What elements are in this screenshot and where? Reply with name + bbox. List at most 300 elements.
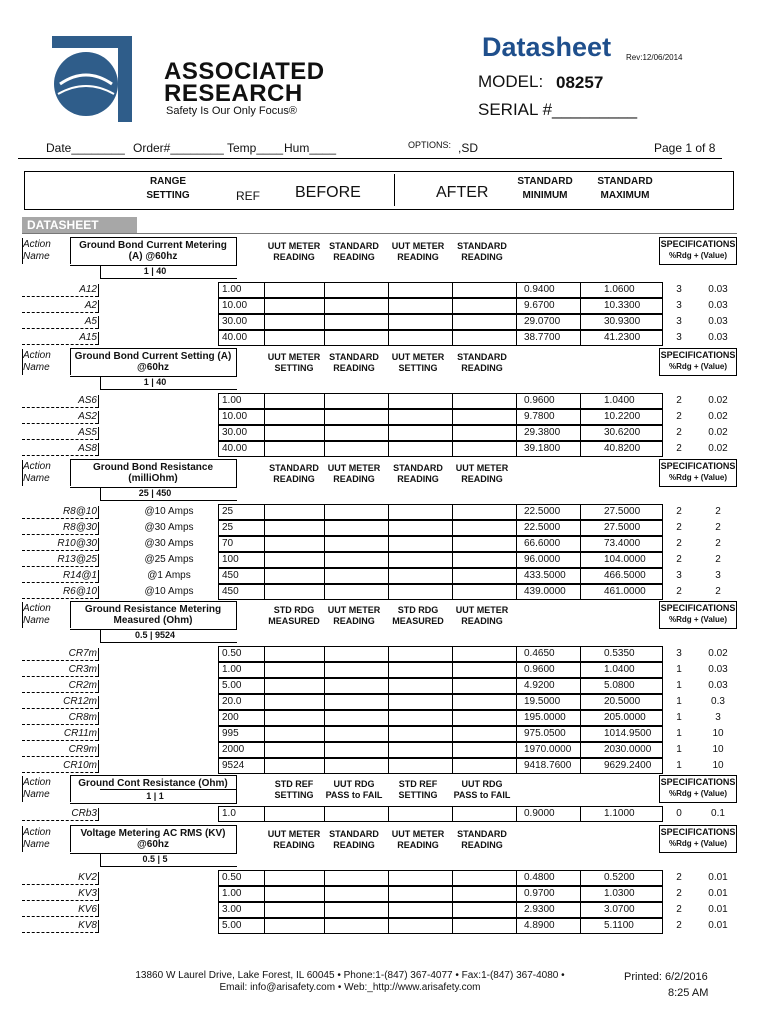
action-blank [22, 455, 98, 456]
reading-entry-cell[interactable] [454, 760, 514, 772]
reading-entry-cell[interactable] [454, 411, 514, 423]
row-marker [98, 506, 99, 519]
reading-entry-cell[interactable] [266, 554, 326, 566]
row-marker [98, 570, 99, 583]
cell-border [218, 504, 219, 520]
reading-entry-cell[interactable] [390, 680, 450, 692]
reading-entry-cell[interactable] [454, 680, 514, 692]
test-name: CRb3 [71, 808, 97, 819]
ref-value: 450 [222, 586, 239, 597]
spec-percent: 1 [676, 696, 682, 707]
ref-value: 1.0 [222, 808, 236, 819]
reading-entry-cell[interactable] [454, 728, 514, 740]
cell-border [580, 330, 581, 346]
page-title: Datasheet [482, 32, 612, 62]
ref-value: 40.00 [222, 443, 248, 454]
spec-percent: 0 [676, 808, 682, 819]
cell-border [662, 726, 663, 742]
reading-entry-cell[interactable] [454, 586, 514, 598]
reading-entry-cell[interactable] [390, 696, 450, 708]
cell-border [264, 758, 265, 774]
cell-border [218, 520, 219, 536]
reading-entry-cell[interactable] [326, 395, 388, 407]
reading-entry-cell[interactable] [454, 570, 514, 582]
spec-percent: 3 [676, 570, 682, 581]
cell-border [218, 584, 219, 600]
reading-entry-cell[interactable] [266, 680, 326, 692]
reading-entry-cell[interactable] [454, 664, 514, 676]
standard-maximum-header: STANDARD MAXIMUM [597, 176, 653, 201]
reading-entry-cell[interactable] [266, 920, 326, 932]
reading-entry-cell[interactable] [390, 316, 450, 328]
standard-minimum: 29.3800 [524, 427, 561, 438]
reading-entry-cell[interactable] [326, 696, 388, 708]
standard-maximum: 1.0400 [604, 664, 635, 675]
test-name: R6@10 [62, 586, 97, 597]
test-name: AS2 [78, 411, 97, 422]
spec-percent: 2 [676, 411, 682, 422]
test-name: KV8 [78, 920, 97, 931]
standard-minimum: 433.5000 [524, 570, 566, 581]
reading-entry-cell[interactable] [326, 284, 388, 296]
reading-entry-cell[interactable] [326, 712, 388, 724]
reading-entry-cell[interactable] [266, 284, 326, 296]
action-blank [22, 900, 98, 901]
reading-entry-cell[interactable] [390, 760, 450, 772]
ref-value: 30.00 [222, 316, 248, 327]
reading-entry-cell[interactable] [390, 648, 450, 660]
test-name: R13@25 [57, 554, 97, 565]
standard-maximum: 466.5000 [604, 570, 646, 581]
reading-entry-cell[interactable] [326, 888, 388, 900]
spec-percent: 2 [676, 904, 682, 915]
action-blank [22, 884, 98, 885]
section-range: 1 | 40 [143, 377, 167, 387]
printed-date: Printed: 6/2/2016 [624, 971, 708, 983]
order-field: Order#________ [133, 141, 224, 155]
cell-border [218, 918, 219, 934]
cell-border [218, 393, 219, 409]
name-marker [22, 826, 23, 852]
cell-border [662, 314, 663, 330]
row-marker [98, 300, 99, 313]
reading-entry-cell[interactable] [266, 696, 326, 708]
standard-minimum: 19.5000 [524, 696, 561, 707]
cell-border [218, 806, 219, 822]
test-name: AS6 [78, 395, 97, 406]
row-marker [98, 427, 99, 440]
action-label: Action [23, 461, 51, 472]
cell-border [388, 409, 389, 425]
spec-percent: 2 [676, 395, 682, 406]
reading-entry-cell[interactable] [390, 586, 450, 598]
row-marker [98, 888, 99, 901]
action-blank [22, 296, 98, 297]
reading-entry-cell[interactable] [390, 744, 450, 756]
action-blank [22, 820, 98, 821]
reading-entry-cell[interactable] [326, 300, 388, 312]
standard-maximum: 3.0700 [604, 904, 635, 915]
reading-entry-cell[interactable] [390, 443, 450, 455]
cell-border [662, 678, 663, 694]
section-range: 1 | 1 [146, 791, 164, 801]
cell-border [580, 282, 581, 298]
ref-value: 5.00 [222, 920, 242, 931]
standard-maximum: 30.6200 [604, 427, 641, 438]
reading-entry-cell[interactable] [326, 586, 388, 598]
cell-border [218, 710, 219, 726]
row-marker [98, 664, 99, 677]
reading-entry-cell[interactable] [390, 538, 450, 550]
reading-entry-cell[interactable] [454, 744, 514, 756]
cell-border [662, 552, 663, 568]
range-setting: @30 Amps [144, 522, 194, 533]
reading-entry-cell[interactable] [326, 538, 388, 550]
reading-entry-cell[interactable] [390, 554, 450, 566]
spec-percent: 2 [676, 427, 682, 438]
cell-border [388, 678, 389, 694]
range-setting: @30 Amps [144, 538, 194, 549]
cell-border [452, 902, 453, 918]
reading-entry-cell[interactable] [454, 920, 514, 932]
cell-border [662, 646, 663, 662]
spec-value: 2 [715, 522, 721, 533]
action-blank [22, 756, 98, 757]
reading-entry-cell[interactable] [266, 872, 326, 884]
after-header: AFTER [436, 184, 489, 201]
cell-border [662, 568, 663, 584]
reading-column-header: STD RDG MEASURED [268, 605, 320, 626]
reading-entry-cell[interactable] [266, 728, 326, 740]
cell-border [264, 314, 265, 330]
specifications-header: SPECIFICATIONS %Rdg + (Value) [659, 601, 737, 629]
spec-value: 10 [712, 728, 724, 739]
ref-value: 0.50 [222, 648, 242, 659]
reading-entry-cell[interactable] [266, 427, 326, 439]
reading-entry-cell[interactable] [326, 872, 388, 884]
header-divider [18, 158, 722, 159]
reading-entry-cell[interactable] [266, 443, 326, 455]
action-blank [22, 344, 98, 345]
name-label: Name [23, 473, 50, 484]
cell-border [580, 886, 581, 902]
reading-column-header: STD RDG MEASURED [392, 605, 444, 626]
standard-minimum: 22.5000 [524, 506, 561, 517]
reading-entry-cell[interactable] [266, 808, 326, 820]
reading-column-header: STD REF SETTING [398, 779, 438, 800]
reading-entry-cell[interactable] [454, 696, 514, 708]
cell-border [264, 584, 265, 600]
reading-entry-cell[interactable] [326, 506, 388, 518]
section-range: 25 | 450 [138, 488, 172, 498]
standard-maximum: 1014.9500 [604, 728, 652, 739]
cell-border [580, 584, 581, 600]
page-number: Page 1 of 8 [654, 141, 716, 155]
reading-entry-cell[interactable] [266, 411, 326, 423]
ref-header: REF [236, 189, 260, 203]
test-name: KV6 [78, 904, 97, 915]
reading-entry-cell[interactable] [390, 395, 450, 407]
cell-border [580, 393, 581, 409]
cell-border [452, 646, 453, 662]
cell-border [662, 536, 663, 552]
row-marker [98, 538, 99, 551]
cell-border [662, 710, 663, 726]
reading-entry-cell[interactable] [454, 888, 514, 900]
reading-entry-cell[interactable] [266, 712, 326, 724]
ref-value: 10.00 [222, 411, 248, 422]
spec-percent: 2 [676, 506, 682, 517]
reading-entry-cell[interactable] [454, 316, 514, 328]
cell-border [388, 536, 389, 552]
reading-column-header: STANDARD READING [457, 241, 507, 262]
test-name: CR11m [63, 728, 97, 739]
action-blank [22, 598, 98, 599]
ref-value: 9524 [222, 760, 245, 771]
reading-entry-cell[interactable] [454, 904, 514, 916]
ref-value: 450 [222, 570, 239, 581]
spec-percent: 2 [676, 522, 682, 533]
reading-entry-cell[interactable] [390, 888, 450, 900]
cell-border [388, 425, 389, 441]
reading-entry-cell[interactable] [266, 664, 326, 676]
reading-entry-cell[interactable] [326, 680, 388, 692]
reading-entry-cell[interactable] [390, 872, 450, 884]
cell-border [516, 330, 517, 346]
section-title: Ground Cont Resistance (Ohm) [78, 778, 228, 789]
spec-percent: 3 [676, 332, 682, 343]
cell-border [264, 870, 265, 886]
standard-maximum: 73.4000 [604, 538, 641, 549]
reading-entry-cell[interactable] [266, 648, 326, 660]
reading-entry-cell[interactable] [454, 332, 514, 344]
spec-percent: 3 [676, 648, 682, 659]
reading-entry-cell[interactable] [266, 395, 326, 407]
cell-border [388, 298, 389, 314]
reading-entry-cell[interactable] [266, 522, 326, 534]
spec-value: 0.03 [708, 664, 728, 675]
cell-border [580, 409, 581, 425]
cell-border [264, 678, 265, 694]
section-title: Voltage Metering AC RMS (KV) @60hz [80, 828, 226, 850]
reading-entry-cell[interactable] [266, 332, 326, 344]
row-marker [98, 586, 99, 599]
reading-entry-cell[interactable] [454, 427, 514, 439]
reading-entry-cell[interactable] [454, 648, 514, 660]
reading-entry-cell[interactable] [454, 395, 514, 407]
action-blank [22, 550, 98, 551]
cell-border [264, 694, 265, 710]
cell-border [452, 726, 453, 742]
standard-minimum: 96.0000 [524, 554, 561, 565]
standard-minimum: 4.9200 [524, 680, 555, 691]
cell-border [218, 902, 219, 918]
reading-entry-cell[interactable] [454, 443, 514, 455]
cell-border [452, 568, 453, 584]
reading-entry-cell[interactable] [326, 920, 388, 932]
cell-border [516, 886, 517, 902]
cell-border [452, 314, 453, 330]
reading-entry-cell[interactable] [390, 522, 450, 534]
cell-border [264, 425, 265, 441]
reading-entry-cell[interactable] [454, 808, 514, 820]
spec-value: 0.02 [708, 648, 728, 659]
cell-border [388, 552, 389, 568]
action-label: Action [23, 603, 51, 614]
reading-entry-cell[interactable] [454, 538, 514, 550]
spec-value: 0.03 [708, 316, 728, 327]
reading-entry-cell[interactable] [326, 760, 388, 772]
standard-minimum: 29.0700 [524, 316, 561, 327]
cell-border [516, 742, 517, 758]
reading-entry-cell[interactable] [326, 554, 388, 566]
reading-entry-cell[interactable] [326, 332, 388, 344]
cell-border [218, 441, 219, 457]
cell-border [452, 806, 453, 822]
reading-entry-cell[interactable] [326, 522, 388, 534]
reading-entry-cell[interactable] [326, 744, 388, 756]
reading-entry-cell[interactable] [390, 570, 450, 582]
reading-entry-cell[interactable] [390, 427, 450, 439]
test-name: CR12m [63, 696, 97, 707]
reading-column-header: STANDARD READING [269, 463, 319, 484]
cell-border [662, 918, 663, 934]
cell-border [452, 393, 453, 409]
reading-entry-cell[interactable] [454, 506, 514, 518]
reading-entry-cell[interactable] [266, 538, 326, 550]
cell-border [662, 584, 663, 600]
reading-entry-cell[interactable] [326, 808, 388, 820]
spec-percent: 3 [676, 300, 682, 311]
reading-entry-cell[interactable] [454, 712, 514, 724]
cell-border [452, 520, 453, 536]
spec-value: 0.3 [711, 696, 725, 707]
cell-border [452, 282, 453, 298]
standard-maximum: 40.8200 [604, 443, 641, 454]
action-blank [22, 932, 98, 933]
reading-entry-cell[interactable] [390, 904, 450, 916]
reading-entry-cell[interactable] [390, 728, 450, 740]
spec-value: 10 [712, 744, 724, 755]
reading-entry-cell[interactable] [454, 300, 514, 312]
cell-border [388, 918, 389, 934]
cell-border [662, 806, 663, 822]
reading-column-header: UUT METER READING [267, 829, 321, 850]
reading-entry-cell[interactable] [390, 664, 450, 676]
reading-entry-cell[interactable] [326, 648, 388, 660]
action-blank [22, 916, 98, 917]
reading-entry-cell[interactable] [266, 586, 326, 598]
cell-border [662, 409, 663, 425]
spec-value: 0.02 [708, 427, 728, 438]
standard-minimum: 195.0000 [524, 712, 566, 723]
cell-border [516, 678, 517, 694]
reading-entry-cell[interactable] [326, 443, 388, 455]
cell-border [452, 536, 453, 552]
cell-border [264, 298, 265, 314]
reading-entry-cell[interactable] [326, 904, 388, 916]
reading-entry-cell[interactable] [266, 888, 326, 900]
reading-entry-cell[interactable] [390, 284, 450, 296]
spec-value: 0.02 [708, 395, 728, 406]
cell-border [580, 918, 581, 934]
reading-entry-cell[interactable] [326, 728, 388, 740]
reading-entry-cell[interactable] [266, 760, 326, 772]
reading-entry-cell[interactable] [266, 506, 326, 518]
reading-entry-cell[interactable] [326, 411, 388, 423]
reading-entry-cell[interactable] [390, 411, 450, 423]
reading-entry-cell[interactable] [266, 744, 326, 756]
reading-entry-cell[interactable] [390, 332, 450, 344]
row-marker [98, 872, 99, 885]
cell-border [516, 425, 517, 441]
cell-border [580, 568, 581, 584]
row-marker [98, 744, 99, 757]
reading-entry-cell[interactable] [390, 808, 450, 820]
ref-value: 1.00 [222, 284, 242, 295]
cell-border [388, 870, 389, 886]
standard-minimum: 22.5000 [524, 522, 561, 533]
action-label: Action [23, 239, 51, 250]
spec-percent: 2 [676, 538, 682, 549]
standard-maximum: 2030.0000 [604, 744, 652, 755]
reading-entry-cell[interactable] [266, 316, 326, 328]
action-label: Action [23, 350, 51, 361]
standard-maximum: 10.2200 [604, 411, 641, 422]
cell-border [388, 806, 389, 822]
cell-border [452, 758, 453, 774]
test-name: A15 [79, 332, 97, 343]
reading-entry-cell[interactable] [390, 712, 450, 724]
reading-entry-cell[interactable] [390, 506, 450, 518]
cell-border [516, 520, 517, 536]
reading-entry-cell[interactable] [454, 872, 514, 884]
reading-entry-cell[interactable] [266, 904, 326, 916]
test-name: A2 [84, 300, 97, 311]
test-name: AS8 [78, 443, 97, 454]
reading-entry-cell[interactable] [266, 300, 326, 312]
reading-entry-cell[interactable] [390, 920, 450, 932]
ref-value: 995 [222, 728, 239, 739]
reading-entry-cell[interactable] [266, 570, 326, 582]
cell-border [218, 536, 219, 552]
reading-entry-cell[interactable] [326, 570, 388, 582]
spec-percent: 1 [676, 680, 682, 691]
standard-maximum: 9629.2400 [604, 760, 652, 771]
cell-border [662, 886, 663, 902]
cell-border [388, 662, 389, 678]
cell-border [452, 870, 453, 886]
cell-border [516, 393, 517, 409]
reading-entry-cell[interactable] [454, 284, 514, 296]
reading-entry-cell[interactable] [326, 427, 388, 439]
cell-border [452, 298, 453, 314]
cell-border [218, 726, 219, 742]
spec-percent: 2 [676, 872, 682, 883]
reading-entry-cell[interactable] [454, 522, 514, 534]
cell-border [580, 520, 581, 536]
cell-border [264, 742, 265, 758]
reading-entry-cell[interactable] [454, 554, 514, 566]
before-header: BEFORE [295, 184, 361, 201]
reading-entry-cell[interactable] [390, 300, 450, 312]
action-blank [22, 708, 98, 709]
action-blank [22, 740, 98, 741]
cell-border [388, 584, 389, 600]
reading-entry-cell[interactable] [326, 316, 388, 328]
reading-entry-cell[interactable] [326, 664, 388, 676]
standard-maximum: 41.2300 [604, 332, 641, 343]
